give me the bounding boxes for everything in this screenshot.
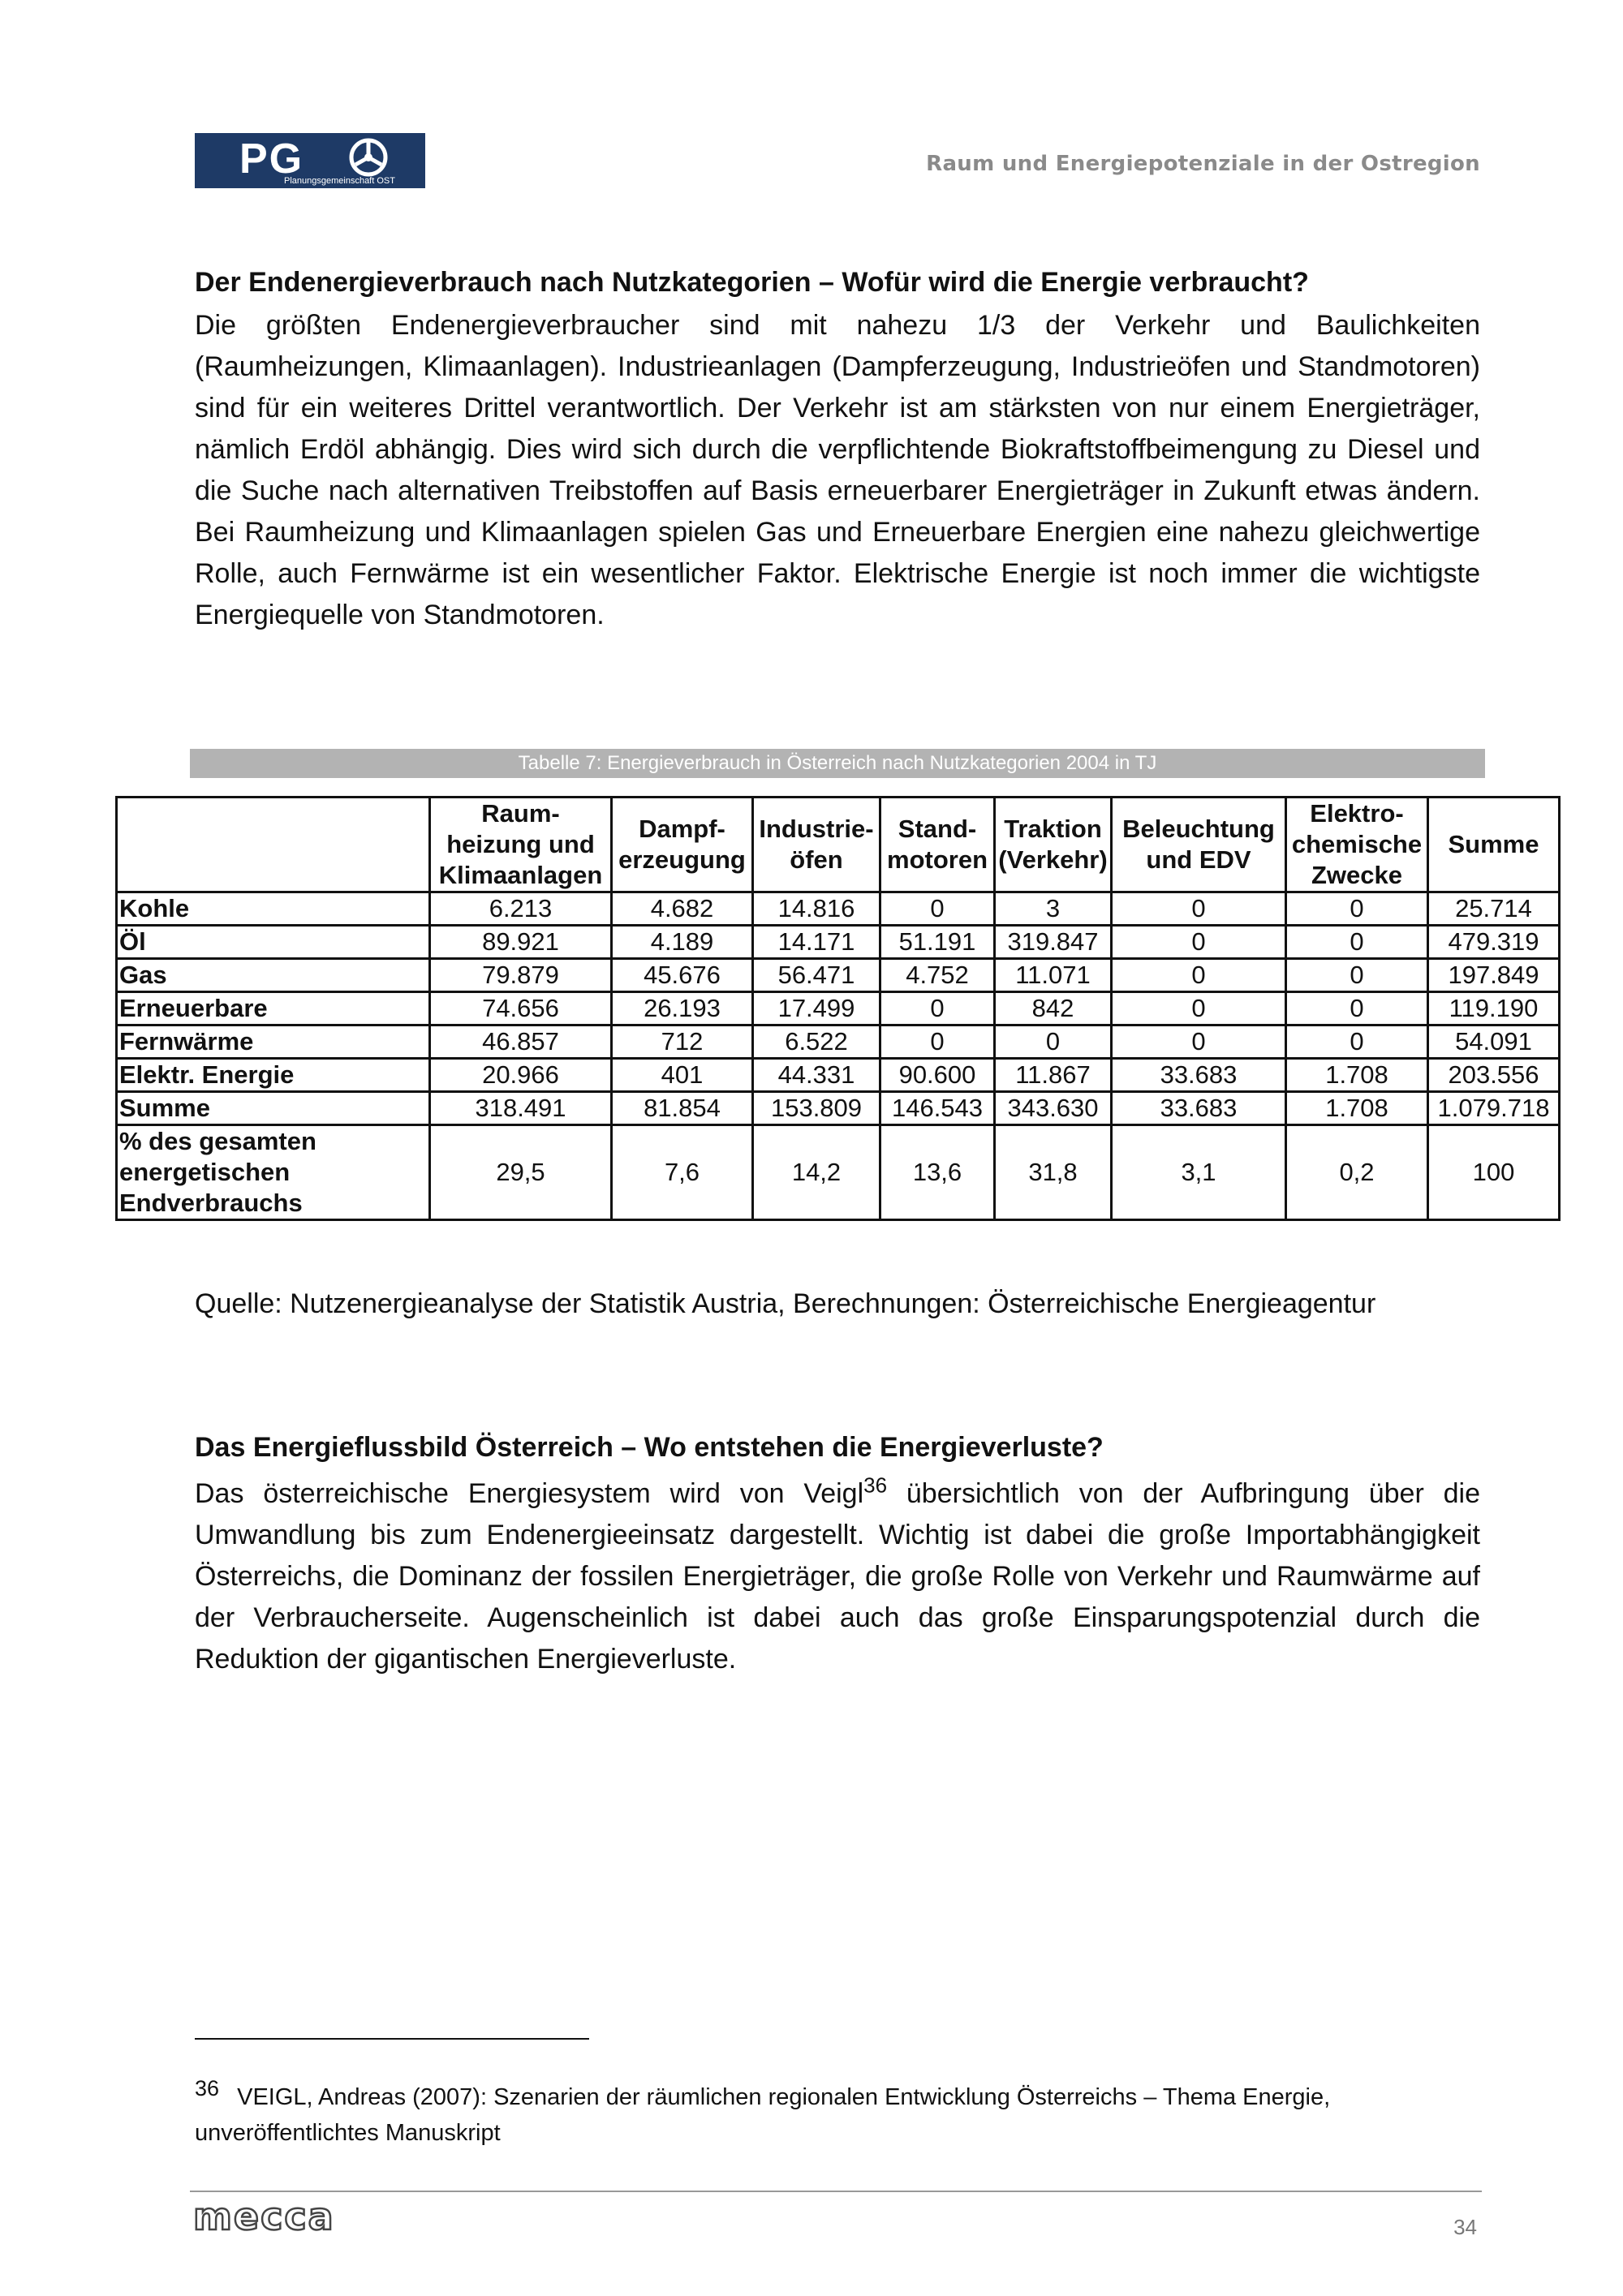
table-cell: 20.966 bbox=[430, 1059, 612, 1092]
table-row bbox=[117, 1025, 1560, 1059]
section-heading: Der Endenergieverbrauch nach Nutzkategorien – Wofür wird die Energie verbraucht? bbox=[195, 267, 1309, 298]
table-cell: 74.656 bbox=[430, 992, 612, 1025]
table-cell: 3 bbox=[995, 892, 1112, 926]
table-cell: 0 bbox=[880, 1025, 995, 1059]
table-row bbox=[117, 1092, 1560, 1125]
table-cell: 90.600 bbox=[880, 1059, 995, 1092]
footnote-reference[interactable]: 36 bbox=[863, 1473, 888, 1498]
table-cell: 13,6 bbox=[880, 1125, 995, 1220]
table-cell: 119.190 bbox=[1428, 992, 1560, 1025]
table-cell: 29,5 bbox=[430, 1125, 612, 1220]
table-header-cell: Traktion (Verkehr) bbox=[995, 798, 1112, 892]
table-cell: 31,8 bbox=[995, 1125, 1112, 1220]
paragraph-text-start: Das österreichische Energiesystem wird von Veigl bbox=[195, 1478, 864, 1509]
table-cell: 56.471 bbox=[753, 959, 880, 992]
table-cell: 0 bbox=[1286, 992, 1428, 1025]
table-cell: 11.867 bbox=[995, 1059, 1112, 1092]
table-header-cell: Dampf- erzeugung bbox=[612, 798, 753, 892]
table-cell: 81.854 bbox=[612, 1092, 753, 1125]
table-cell: 0 bbox=[1112, 992, 1286, 1025]
table-cell: 14.171 bbox=[753, 926, 880, 959]
table-header-cell: Stand- motoren bbox=[880, 798, 995, 892]
table-cell: 51.191 bbox=[880, 926, 995, 959]
table-cell: 479.319 bbox=[1428, 926, 1560, 959]
table-cell: 45.676 bbox=[612, 959, 753, 992]
logo-letters: PG bbox=[239, 135, 304, 183]
table-cell: 17.499 bbox=[753, 992, 880, 1025]
table-cell: 6.522 bbox=[753, 1025, 880, 1059]
table-header-cell: Raum- heizung und Klimaanlagen bbox=[430, 798, 612, 892]
table-cell: 0 bbox=[880, 992, 995, 1025]
source-block bbox=[195, 1283, 1480, 1325]
footer-divider bbox=[190, 2191, 1482, 2192]
table-cell: 14,2 bbox=[753, 1125, 880, 1220]
energy-table-wrapper bbox=[115, 796, 1558, 1221]
table-cell: 14.816 bbox=[753, 892, 880, 926]
logo-tagline: Planungsgemeinschaft OST bbox=[284, 176, 395, 186]
table-cell: 842 bbox=[995, 992, 1112, 1025]
table-row-label: Fernwärme bbox=[117, 1025, 430, 1059]
table-header-cell: Beleuchtung und EDV bbox=[1112, 798, 1286, 892]
table-header-cell: Summe bbox=[1428, 798, 1560, 892]
pgo-logo bbox=[195, 133, 425, 188]
paragraph-text-end: übersichtlich von der Aufbringung über die Umwandlung bis zum Endenergieeinsatz dargestellt. Wichtig ist dabei die große Importabhängigkeit Österreichs, die Dominanz der fossilen Energieträger, die große Rolle von Verkehr und Raumwärme auf der Verbraucherseite. Augenscheinlich ist dabei auch das große Einsparungspotenzial durch die Reduktion der gigantischen Energieverluste. bbox=[195, 1478, 1480, 1675]
table-body bbox=[117, 892, 1560, 1220]
table-cell: 203.556 bbox=[1428, 1059, 1560, 1092]
table-cell: 0 bbox=[995, 1025, 1112, 1059]
mecca-logo bbox=[192, 2197, 370, 2242]
footnote-divider bbox=[195, 2038, 589, 2040]
table-cell: 3,1 bbox=[1112, 1125, 1286, 1220]
table-cell: 100 bbox=[1428, 1125, 1560, 1220]
table-row bbox=[117, 892, 1560, 926]
table-cell: 0 bbox=[1286, 892, 1428, 926]
footnote-number: 36 bbox=[195, 2076, 220, 2100]
table-cell: 6.213 bbox=[430, 892, 612, 926]
table-cell: 197.849 bbox=[1428, 959, 1560, 992]
section-energieflussbild bbox=[195, 1430, 1480, 1680]
table-cell: 89.921 bbox=[430, 926, 612, 959]
table-cell: 0 bbox=[880, 892, 995, 926]
table-cell: 1.708 bbox=[1286, 1092, 1428, 1125]
section-heading: Das Energieflussbild Österreich – Wo entstehen die Energieverluste? bbox=[195, 1432, 1104, 1463]
source-text: Quelle: Nutzenergieanalyse der Statistik Austria, Berechnungen: Österreichische Energieagentur bbox=[195, 1288, 1376, 1319]
table-row bbox=[117, 992, 1560, 1025]
table-row-label: % des gesamten energetischen Endverbrauchs bbox=[117, 1125, 430, 1220]
table-row-label: Kohle bbox=[117, 892, 430, 926]
table-cell: 26.193 bbox=[612, 992, 753, 1025]
table-cell: 0 bbox=[1286, 1025, 1428, 1059]
table-cell: 401 bbox=[612, 1059, 753, 1092]
page-number: 34 bbox=[1453, 2215, 1477, 2239]
table-cell: 25.714 bbox=[1428, 892, 1560, 926]
table-caption: Tabelle 7: Energieverbrauch in Österreich nach Nutzkategorien 2004 in TJ bbox=[190, 749, 1485, 778]
section-paragraph: Die größten Endenergieverbraucher sind mit nahezu 1/3 der Verkehr und Baulichkeiten (Raumheizungen, Klimaanlagen). Industrieanlagen (Dampferzeugung, Industrieöfen und Standmotoren) sind für ein weiteres Drittel verantwortlich. Der Verkehr ist am stärksten von nur einem Energieträger, nämlich Erdöl abhängig. Dies wird sich durch die verpflichtende Biokraftstoffbeimengung zu Diesel und die Suche nach alternativen Treibstoffen auf Basis erneuerbarer Energieträger in Zukunft etwas ändern. Bei Raumheizung und Klimaanlagen spielen Gas und Erneuerbare Energien eine nahezu gleichwertige Rolle, auch Fernwärme ist ein wesentlicher Faktor. Elektrische Energie ist noch immer die wichtigste Energiequelle von Standmotoren. bbox=[195, 310, 1480, 630]
table-row bbox=[117, 926, 1560, 959]
table-header-cell: Industrie- öfen bbox=[753, 798, 880, 892]
table-row bbox=[117, 1125, 1560, 1220]
table-cell: 7,6 bbox=[612, 1125, 753, 1220]
footnote bbox=[195, 2070, 1480, 2151]
table-cell: 153.809 bbox=[753, 1092, 880, 1125]
table-cell: 0 bbox=[1286, 959, 1428, 992]
mecca-wordmark bbox=[192, 2197, 370, 2238]
table-cell: 0 bbox=[1112, 959, 1286, 992]
table-row-label: Summe bbox=[117, 1092, 430, 1125]
table-cell: 54.091 bbox=[1428, 1025, 1560, 1059]
table-row-label: Gas bbox=[117, 959, 430, 992]
table-cell: 46.857 bbox=[430, 1025, 612, 1059]
table-cell: 0,2 bbox=[1286, 1125, 1428, 1220]
table-cell: 1.079.718 bbox=[1428, 1092, 1560, 1125]
table-row-label: Erneuerbare bbox=[117, 992, 430, 1025]
table-cell: 4.189 bbox=[612, 926, 753, 959]
table-row bbox=[117, 959, 1560, 992]
table-cell: 33.683 bbox=[1112, 1059, 1286, 1092]
table-header-cell: Elektro- chemische Zwecke bbox=[1286, 798, 1428, 892]
table-row bbox=[117, 1059, 1560, 1092]
table-cell: 79.879 bbox=[430, 959, 612, 992]
table-cell: 44.331 bbox=[753, 1059, 880, 1092]
table-header-blank bbox=[117, 798, 430, 892]
footnote-text: VEIGL, Andreas (2007): Szenarien der räumlichen regionalen Entwicklung Österreichs – Thema Energie, unveröffentlichtes Manuskript bbox=[195, 2083, 1331, 2146]
table-cell: 1.708 bbox=[1286, 1059, 1428, 1092]
table-cell: 318.491 bbox=[430, 1092, 612, 1125]
table-cell: 343.630 bbox=[995, 1092, 1112, 1125]
table-cell: 0 bbox=[1286, 926, 1428, 959]
table-cell: 4.682 bbox=[612, 892, 753, 926]
table-cell: 33.683 bbox=[1112, 1092, 1286, 1125]
table-header-row bbox=[117, 798, 1560, 892]
table-cell: 11.071 bbox=[995, 959, 1112, 992]
energy-consumption-table bbox=[115, 796, 1561, 1221]
table-cell: 146.543 bbox=[880, 1092, 995, 1125]
table-cell: 319.847 bbox=[995, 926, 1112, 959]
propeller-icon bbox=[349, 138, 388, 177]
header-title: Raum und Energiepotenziale in der Ostregion bbox=[926, 152, 1480, 176]
section-paragraph bbox=[195, 1473, 1480, 1680]
table-cell: 0 bbox=[1112, 892, 1286, 926]
table-row-label: Öl bbox=[117, 926, 430, 959]
svg-text:mecca: mecca bbox=[193, 2197, 335, 2238]
table-cell: 0 bbox=[1112, 926, 1286, 959]
section-endenergieverbrauch bbox=[195, 264, 1480, 636]
table-cell: 4.752 bbox=[880, 959, 995, 992]
table-row-label: Elektr. Energie bbox=[117, 1059, 430, 1092]
table-cell: 712 bbox=[612, 1025, 753, 1059]
table-cell: 0 bbox=[1112, 1025, 1286, 1059]
